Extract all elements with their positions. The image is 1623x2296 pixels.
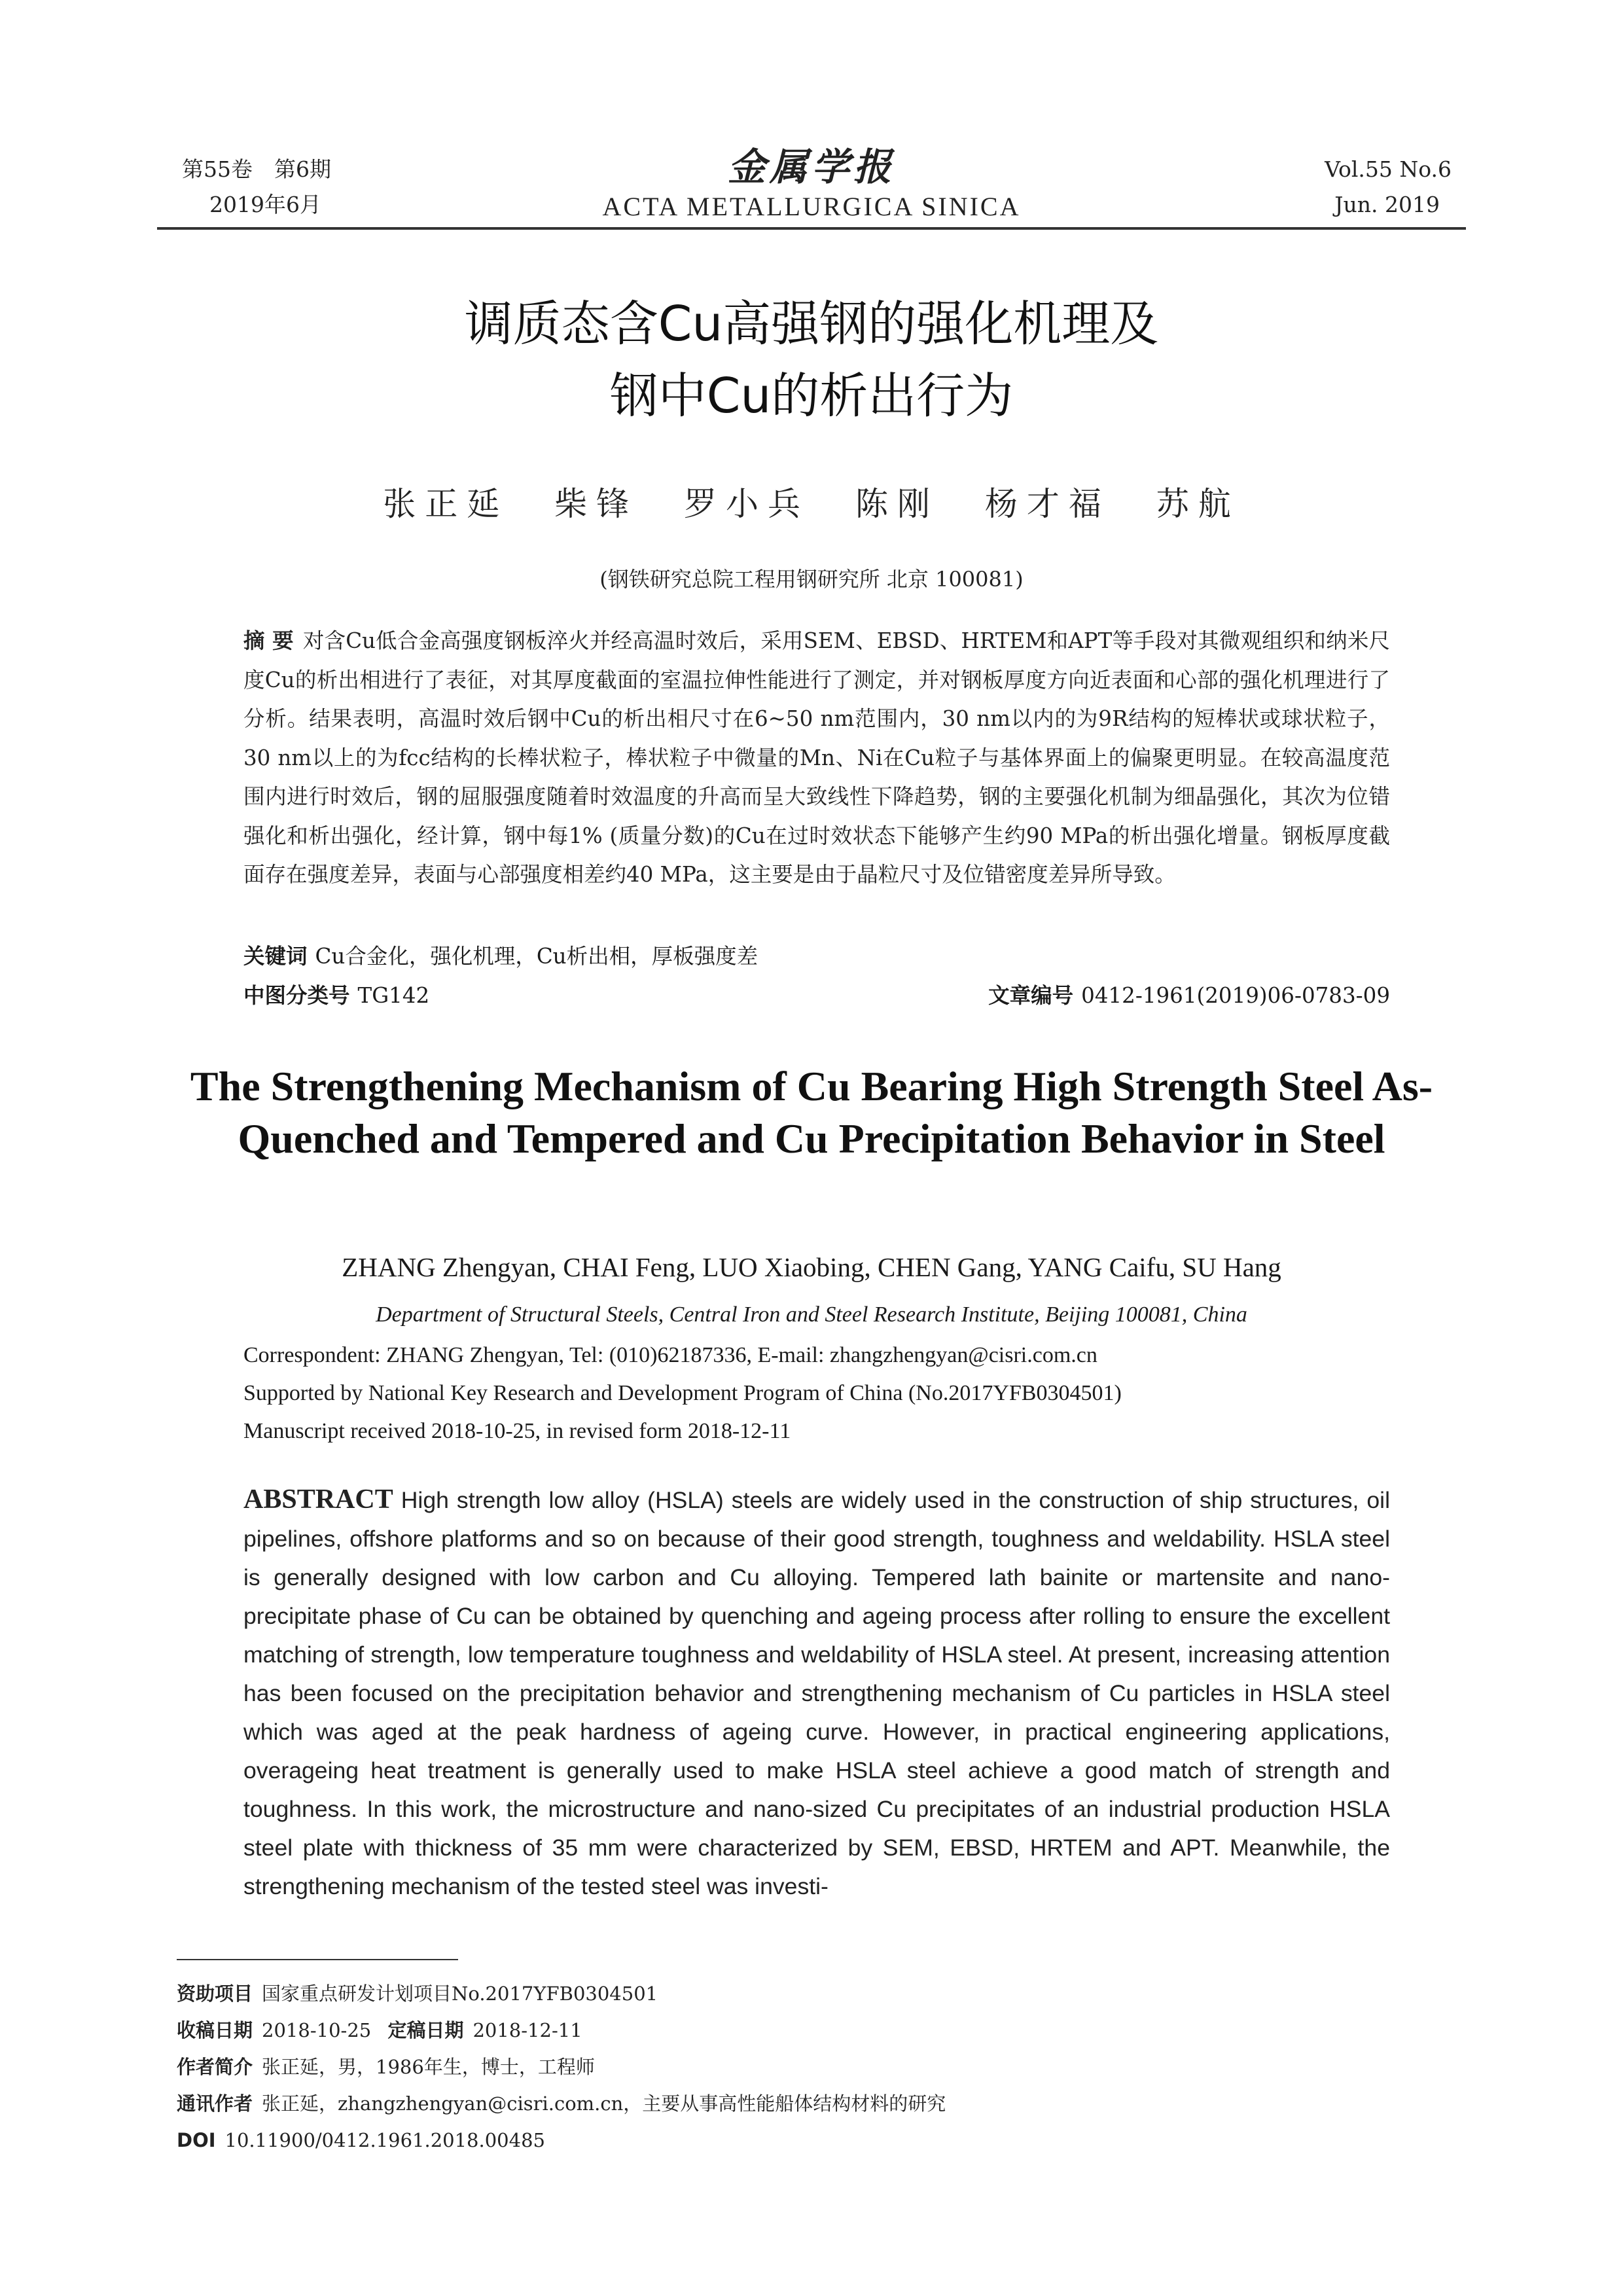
- fund-value: 国家重点研发计划项目No.2017YFB0304501: [262, 1982, 658, 2005]
- doi-label: DOI: [177, 2129, 216, 2151]
- paper-title-cn: [157, 288, 1466, 432]
- keywords-cn-label: 关键词: [243, 944, 308, 969]
- received-value: 2018-10-25: [262, 2019, 372, 2041]
- final-value: 2018-12-11: [473, 2019, 582, 2041]
- correspondent-en: Correspondent: ZHANG Zhengyan, Tel: (010)62187336, E-mail: zhangzhengyan@cisri.com.cn: [243, 1343, 1097, 1367]
- abstract-en-text: High strength low alloy (HSLA) steels are widely used in the construction of ship structures, oil pipelines, offshore platforms and so on because of their good strength, toughness and weldability. HSLA steel is generally designed with low carbon and Cu alloying. Tempered lath bainite or martensite and nano-precipitate phase of Cu can be obtained by quenching and ageing process after rolling to ensure the excellent matching of strength, low temperature toughness and weldability of HSLA steel. At present, increasing attention has been focused on the precipitation behavior and strengthening mechanism of Cu particles in HSLA steel which was aged at the peak hardness of ageing curve. However, in practical engineering applications, overageing heat treatment is generally used to make HSLA steel achieve a good match of strength and toughness. In this work, the microstructure and nano-sized Cu precipitates of an industrial production HSLA steel plate with thickness of 35 mm were characterized by SEM, EBSD, HRTEM and APT. Meanwhile, the strengthening mechanism of the tested steel was investi-: [243, 1487, 1390, 1899]
- header-date-cn: 2019年6月: [209, 192, 321, 217]
- received-en: Manuscript received 2018-10-25, in revised form 2018-12-11: [243, 1419, 791, 1443]
- abstract-en-label: ABSTRACT: [243, 1484, 393, 1515]
- journal-masthead: [550, 144, 1073, 223]
- header-volume-issue: [182, 152, 457, 223]
- header-volume-en: [1242, 152, 1452, 223]
- title-cn-line1: 调质态含Cu高强钢的强化机理及: [464, 296, 1159, 352]
- corr-label: 通讯作者: [177, 2092, 253, 2115]
- corr-value: 张正延，zhangzhengyan@cisri.com.cn，主要从事高性能船体结构材料的研究: [262, 2092, 946, 2115]
- authors-cn: 张正延 柴锋 罗小兵 陈刚 杨才福 苏航: [383, 485, 1240, 523]
- keywords-cn: [243, 937, 1390, 975]
- funding-en: Supported by National Key Research and Development Program of China (No.2017YFB0304501): [243, 1381, 1122, 1405]
- footnote-divider: [177, 1959, 458, 1960]
- article-number-label: 文章编号: [988, 983, 1074, 1008]
- footnote-doi: [177, 2122, 545, 2159]
- final-label: 定稿日期: [387, 2019, 464, 2041]
- header-vol-no: Vol.55 No.6: [1325, 156, 1452, 182]
- title-cn-line2: 钢中Cu的析出行为: [609, 368, 1014, 424]
- article-number-value: 0412-1961(2019)06-0783-09: [1081, 983, 1390, 1008]
- received-label: 收稿日期: [177, 2019, 253, 2041]
- paper-title-en: The Strengthening Mechanism of Cu Bearing High Strength Steel As-Quenched and Tempered and Cu Precipitation Behavior in Steel: [190, 1063, 1433, 1162]
- header-volume-cn: 第55卷 第6期: [182, 156, 331, 182]
- footnote-funding: [177, 1975, 658, 2012]
- abstract-en: [243, 1480, 1390, 1906]
- abstract-cn-label: 摘 要: [243, 628, 294, 653]
- author-value: 张正延，男，1986年生，博士，工程师: [262, 2056, 595, 2078]
- header-date-en: Jun. 2019: [1334, 192, 1440, 217]
- keywords-cn-text: Cu合金化，强化机理，Cu析出相，厚板强度差: [315, 944, 758, 969]
- author-label: 作者简介: [177, 2056, 253, 2078]
- journal-name-cn: 金属学报: [727, 145, 895, 189]
- abstract-cn: [243, 622, 1390, 895]
- affiliation-en: Department of Structural Steels, Central Iron and Steel Research Institute, Beijing 100081, China: [376, 1302, 1247, 1327]
- fund-label: 资助项目: [177, 1982, 253, 2005]
- authors-en: ZHANG Zhengyan, CHAI Feng, LUO Xiaobing, CHEN Gang, YANG Caifu, SU Hang: [342, 1252, 1281, 1282]
- article-number: [988, 977, 1390, 1014]
- journal-name-en: ACTA METALLURGICA SINICA: [602, 192, 1021, 221]
- affiliation-cn: (钢铁研究总院工程用钢研究所 北京 100081): [599, 567, 1024, 592]
- footnote-correspondent: [177, 2085, 946, 2122]
- footnote-author: [177, 2049, 595, 2085]
- classification-row: [243, 977, 1390, 1014]
- abstract-cn-text: 对含Cu低合金高强度钢板淬火并经高温时效后，采用SEM、EBSD、HRTEM和APT等手段对其微观组织和纳米尺度Cu的析出相进行了表征，对其厚度截面的室温拉伸性能进行了测定，并对钢板厚度方向近表面和心部的强化机理进行了分析。结果表明，高温时效后钢中Cu的析出相尺寸在6~50 nm范围内，30 nm以内的为9R结构的短棒状或球状粒子，30 nm以上的为fcc结构的长棒状粒子，棒状粒子中微量的Mn、Ni在Cu粒子与基体界面上的偏聚更明显。在较高温度范围内进行时效后，钢的屈服强度随着时效温度的升高而呈大致线性下降趋势，钢的主要强化机制为细晶强化，其次为位错强化和析出强化，经计算，钢中每1% (质量分数)的Cu在过时效状态下能够产生约90 MPa的析出强化增量。钢板厚度截面存在强度差异，表面与心部强度相差约40 MPa，这主要是由于晶粒尺寸及位错密度差异所导致。: [243, 628, 1390, 887]
- class-number-value: TG142: [357, 983, 430, 1008]
- header-divider: [157, 227, 1466, 230]
- doi-value: 10.11900/0412.1961.2018.00485: [224, 2129, 545, 2151]
- class-number-label: 中图分类号: [243, 983, 350, 1008]
- footnote-dates: [177, 2012, 582, 2049]
